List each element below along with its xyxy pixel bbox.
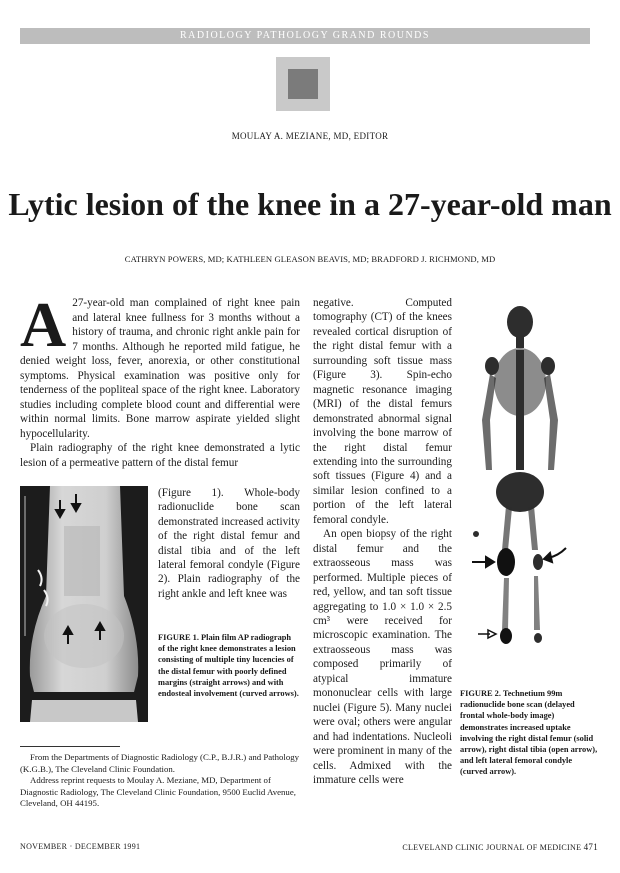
drop-cap: A — [20, 289, 67, 360]
body-column-left — [20, 289, 300, 470]
paragraph-4: An open biopsy of the right distal femur and the extraosseous mass was performed. Multiple pieces of red, yellow, and tan soft tissue aggregating to 1.0 × 1.0 × 2.5 cm³ were received for microscopic examination. The extraosseous mass was composed primarily of atypical immature mononuclear cells with large nuclei (Figure 5). Many nuclei were oval; others were angular and had indentations. Nucleoli were prominent in many of the cells. Admixed with the immature cells were — [313, 528, 452, 786]
footer-issue: NOVEMBER · DECEMBER 1991 — [20, 842, 141, 851]
footer-journal-name: CLEVELAND CLINIC JOURNAL OF MEDICINE — [402, 843, 582, 852]
article-title: Lytic lesion of the knee in a 27-year-old man — [8, 186, 612, 222]
paragraph-2-wrap: (Figure 1). Whole-body radionuclide bone scan demonstrated increased activity of the right distal femur and distal tibia and of the left lateral femoral condyle (Figure 2). Plain radiography of the right ankle and left knee was — [158, 487, 300, 600]
footnote-rule — [20, 746, 120, 747]
footnote-affiliation: From the Departments of Diagnostic Radiology (C.P., B.J.R.) and Pathology (K.G.B.), The Cleveland Clinic Foundation. — [20, 752, 300, 774]
paragraph-1: 27-year-old man complained of right knee pain and lateral knee fullness for 3 months without a history of trauma, and chronic right ankle pain for 7 months. Although he reported mild fatigue, he denied weight loss, fever, anorexia, or other constitutional symptoms. Physical examination was positive only for tenderness of the popliteal space of the right knee. Laboratory studies including complete blood count and differential were within normal limits. Bone marrow aspirate yielded slight hypocellularity. — [20, 297, 300, 440]
paragraph-2: Plain radiography of the right knee demonstrated a lytic lesion of a permeative pattern of the distal femur — [20, 442, 300, 469]
section-banner: RADIOLOGY PATHOLOGY GRAND ROUNDS — [20, 28, 590, 44]
body-column-middle — [313, 296, 452, 787]
figure2-caption: FIGURE 2. Technetium 99m radionuclide bone scan (delayed frontal whole-body image) demonstrates increased uptake involving the right distal femur (solid arrow), right distal tibia (open arrow), and left lateral femoral condyle (curved arrow). — [460, 689, 598, 777]
knee-radiograph-image — [20, 486, 148, 722]
paragraph-3: negative. Computed tomography (CT) of the knees revealed cortical disruption of the right distal femur with a surrounding soft tissue mass (Figure 3). Spin-echo magnetic resonance imaging (MRI) of the distal femurs demonstrated abnormal signal involving the bone marrow of the right distal femur extending into the surrounding soft tissues (Figure 4) and a similar lesion confined to a portion of the left lateral femoral condyle. — [313, 297, 452, 526]
page-number: 471 — [583, 842, 598, 852]
footnote-reprints: Address reprint requests to Moulay A. Meziane, MD, Department of Diagnostic Radiology, The Cleveland Clinic Foundation, 9500 Euclid Avenue, Cleveland, OH 44195. — [20, 775, 296, 808]
article-authors: CATHRYN POWERS, MD; KATHLEEN GLEASON BEAVIS, MD; BRADFORD J. RICHMOND, MD — [124, 254, 496, 264]
figure2-bone-scan — [462, 300, 598, 678]
whole-body-scan-image — [462, 300, 598, 678]
figure1-radiograph — [20, 486, 148, 722]
section-logo-inner — [288, 69, 318, 99]
editor-line: MOULAY A. MEZIANE, MD, EDITOR — [231, 131, 389, 141]
footnote — [20, 752, 302, 810]
figure1-caption: FIGURE 1. Plain film AP radiograph of the right knee demonstrates a lesion consisting of multiple tiny lucencies of the distal femur with poorly defined margins (straight arrows) and with endosteal involvement (curved arrows). — [158, 633, 299, 699]
footer-journal — [402, 842, 598, 852]
